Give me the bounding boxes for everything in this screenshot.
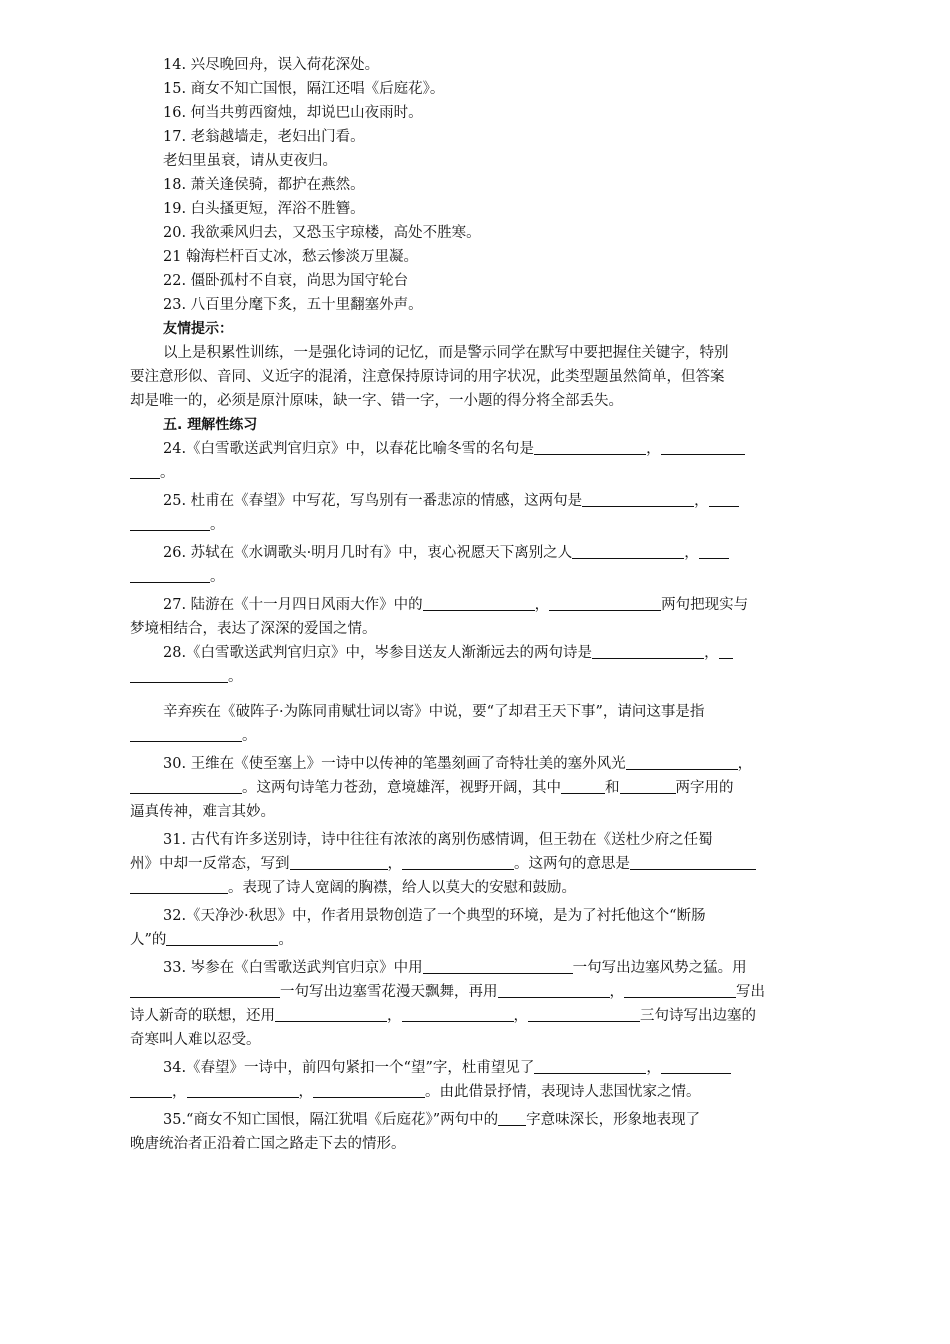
answer-blank[interactable] (130, 777, 242, 794)
answer-blank[interactable] (630, 853, 756, 870)
answer-blank[interactable] (626, 753, 738, 770)
answer-blank[interactable] (130, 981, 280, 998)
answer-blank[interactable] (709, 490, 739, 507)
question-24-cont: 。 (130, 461, 175, 485)
question-33-end: 奇寒叫人难以忍受。 (130, 1032, 261, 1048)
answer-blank[interactable] (290, 853, 388, 870)
question-26-cont: 。 (130, 565, 225, 589)
tip-line-3: 却是唯一的，必须是原汁原味，缺一字、错一字，一小题的得分将全部丢失。 (130, 393, 623, 409)
answer-blank[interactable] (661, 1057, 731, 1074)
answer-blank[interactable] (187, 1081, 299, 1098)
tip-line-1: 以上是积累性训练，一是强化诗词的记忆，而是警示同学在默写中要把握住关键字，特别 (163, 345, 729, 361)
answer-blank[interactable] (620, 777, 676, 794)
answer-blank[interactable] (592, 642, 704, 659)
answer-blank[interactable] (130, 1081, 172, 1098)
answer-blank[interactable] (582, 490, 694, 507)
poem-line-17b: 老妇里虽衰，请从吏夜归。 (163, 153, 337, 169)
answer-blank[interactable] (572, 542, 684, 559)
answer-blank[interactable] (561, 777, 605, 794)
question-31-end: 。表现了诗人宽阔的胸襟，给人以莫大的安慰和鼓励。 (130, 876, 576, 900)
question-30: 30. 王维在《使至塞上》一诗中以传神的笔墨刻画了奇特壮美的塞外风光 ， (163, 752, 752, 776)
answer-blank[interactable] (423, 957, 573, 974)
question-30-end: 逼真传神，难言其妙。 (130, 804, 275, 820)
answer-blank[interactable] (402, 853, 514, 870)
tip-line-2: 要注意形似、音同、义近字的混淆，注意保持原诗词的用字状况，此类型题虽然简单，但答案 (130, 369, 725, 385)
answer-blank[interactable] (699, 542, 729, 559)
poem-line-14: 14. 兴尽晚回舟，误入荷花深处。 (163, 57, 380, 73)
question-31: 31. 古代有许多送别诗，诗中往往有浓浓的离别伤感情调，但王勃在《送杜少府之任蜀 (163, 832, 713, 848)
answer-blank[interactable] (534, 1057, 646, 1074)
question-35-cont: 晚唐统治者正沿着亡国之路走下去的情形。 (130, 1136, 406, 1152)
poem-line-22: 22. 僵卧孤村不自衰，尚思为国守轮台 (163, 273, 409, 289)
question-27: 27. 陆游在《十一月四日风雨大作》中的 ， 两句把现实与 (163, 593, 748, 617)
answer-blank[interactable] (498, 981, 610, 998)
answer-blank[interactable] (549, 594, 661, 611)
answer-blank[interactable] (130, 462, 160, 479)
question-24: 24.《白雪歌送武判官归京》中，以春花比喻冬雪的名句是 ， (163, 437, 745, 461)
question-27-cont: 梦境相结合，表达了深深的爱国之情。 (130, 621, 377, 637)
poem-line-21: 21 翰海栏杆百丈冰，愁云惨淡万里凝。 (163, 249, 419, 265)
question-26: 26. 苏轼在《水调歌头·明月几时有》中，衷心祝愿天下离别之人 ， (163, 541, 729, 565)
question-33-cont2: 诗人新奇的联想，还用 ， ， 三句诗写出边塞的 (130, 1004, 756, 1028)
question-30-cont: 。这两句诗笔力苍劲，意境雄浑，视野开阔，其中 和 两字用的 (130, 776, 734, 800)
question-33-cont: 一句写出边塞雪花漫天飘舞，再用 ， 写出 (130, 980, 765, 1004)
answer-blank[interactable] (498, 1109, 526, 1126)
question-28-cont: 。 (130, 665, 243, 689)
poem-line-20: 20. 我欲乘风归去，又恐玉宇琼楼，高处不胜寒。 (163, 225, 481, 241)
poem-line-18: 18. 萧关逢侯骑，都护在燕然。 (163, 177, 365, 193)
question-32-cont: 人”的 。 (130, 928, 293, 952)
answer-blank[interactable] (166, 929, 278, 946)
question-34-cont: ， ， 。由此借景抒情，表现诗人悲国忧家之情。 (130, 1080, 701, 1104)
answer-blank[interactable] (423, 594, 535, 611)
question-28: 28.《白雪歌送武判官归京》中，岑参目送友人渐渐远去的两句诗是 ， (163, 641, 733, 665)
poem-line-16: 16. 何当共剪西窗烛，却说巴山夜雨时。 (163, 105, 423, 121)
question-29: 辛弃疾在《破阵子·为陈同甫赋壮词以寄》中说，要“了却君王天下事”，请问这事是指 (163, 704, 705, 720)
question-32: 32.《天净沙·秋思》中，作者用景物创造了一个典型的环境，是为了衬托他这个“断肠 (163, 908, 706, 924)
question-31-cont: 州》中却一反常态，写到 ， 。这两句的意思是 (130, 852, 756, 876)
answer-blank[interactable] (275, 1005, 387, 1022)
answer-blank[interactable] (130, 566, 210, 583)
answer-blank[interactable] (719, 642, 733, 659)
tip-heading: 友情提示： (163, 321, 233, 337)
answer-blank[interactable] (624, 981, 736, 998)
poem-line-17: 17. 老翁越墙走，老妇出门看。 (163, 129, 365, 145)
answer-blank[interactable] (661, 438, 745, 455)
answer-blank[interactable] (130, 666, 228, 683)
answer-blank[interactable] (130, 877, 228, 894)
answer-blank[interactable] (402, 1005, 514, 1022)
answer-blank[interactable] (130, 725, 242, 742)
question-33: 33. 岑参在《白雪歌送武判官归京》中用 一句写出边塞风势之猛。用 (163, 956, 747, 980)
poem-line-19: 19. 白头搔更短，浑浴不胜簪。 (163, 201, 365, 217)
answer-blank[interactable] (130, 514, 210, 531)
question-29-cont: 。 (130, 724, 257, 748)
question-25-cont: 。 (130, 513, 225, 537)
poem-line-23: 23. 八百里分麾下炙，五十里翻塞外声。 (163, 297, 423, 313)
question-25: 25. 杜甫在《春望》中写花，写鸟别有一番悲凉的情感，这两句是 ， (163, 489, 739, 513)
question-35: 35.“商女不知亡国恨，隔江犹唱《后庭花》”两句中的 字意味深长，形象地表现了 (163, 1108, 700, 1132)
answer-blank[interactable] (313, 1081, 425, 1098)
question-34: 34.《春望》一诗中，前四句紧扣一个“望”字，杜甫望见了 ， (163, 1056, 731, 1080)
answer-blank[interactable] (534, 438, 646, 455)
answer-blank[interactable] (528, 1005, 640, 1022)
poem-line-15: 15. 商女不知亡国恨，隔江还唱《后庭花》。 (163, 81, 445, 97)
section-heading: 五. 理解性练习 (163, 417, 258, 433)
